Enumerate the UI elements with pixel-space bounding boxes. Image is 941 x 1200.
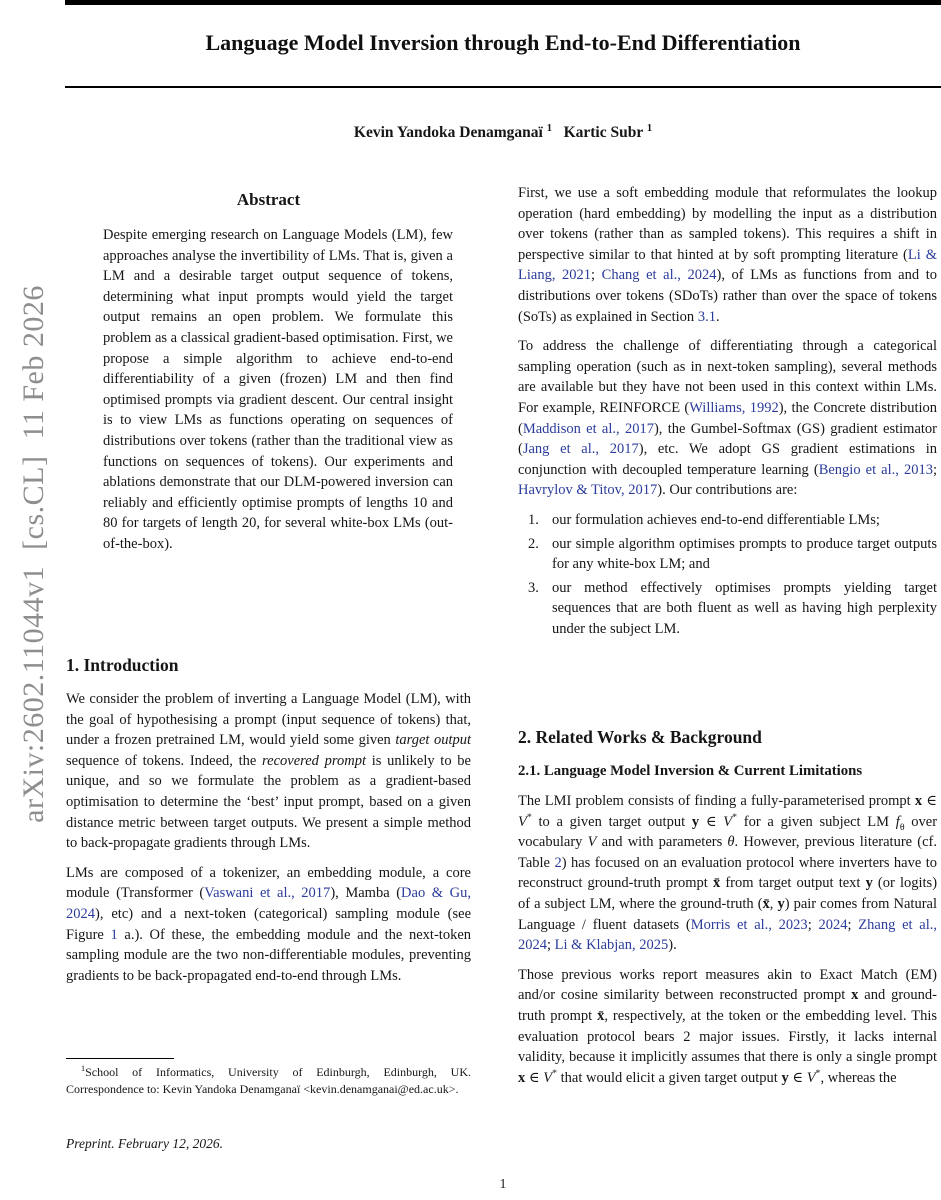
text-run: a.). Of these, the embedding module and the next-token sampling module are the two non-differentiable modules, preventing gradients to be back-propagated end-to-end through LMs. [66,926,471,984]
text-run: Those previous works report measures akin to Exact Match (EM) and/or cosine similarity between reconstructed prompt [518,966,937,1004]
text-run: and with parameters [596,834,728,851]
text-run: θ [727,834,735,851]
text-run: LMs are composed of a tokenizer, an embedding module, a core module (Transformer ( [66,864,471,902]
introduction-section [66,655,471,995]
text-run: V [723,813,733,830]
text-run: Kartic Subr [563,124,647,141]
text-run: recovered prompt [262,752,366,769]
text-run: To address the challenge of differentiating through a categorical sampling operation (such as in next-token sampling), several methods are available but they have not been used in this context within LMs. For example, REINFORCE ( [518,338,937,416]
text-run: and ground-truth prompt [518,987,937,1024]
text-run: , whereas the [820,1069,897,1086]
text-run [552,124,564,141]
right-column-top [518,183,937,642]
text-run: y [865,875,873,892]
citation-link[interactable]: 2 [554,854,562,871]
footnote-rule [66,1058,174,1059]
contributions-list [518,510,937,640]
abstract-paragraph: Despite emerging research on Language Models (LM), few approaches analyse the invertibility of LMs. That is, given a LM and a desirable target output sequence of tokens, determining what input prompts would yield the target output remains an open problem. We formulate this problem as a classical gradient-based optimisation. First, we propose a simple algorithm to achieve end-to-end differentiability of a given (frozen) LM and then find optimised prompts via gradient descent. Our central insight is to view LMs as functions operating on sequences of distributions over tokens (rather than the traditional view as functions on sequences of tokens). Our experiments and ablations demonstrate that our DLM-powered inversion can reliably and efficiently optimise prompts of lengths 10 and 80 for targets of length 20, for several white-box LMs (out-of-the-box). [103,227,453,552]
title-divider-rule [65,86,941,88]
text-run: 1 [646,122,653,134]
right-paragraph-2 [518,336,937,501]
text-run: ). Our contributions are: [657,482,798,499]
citation-link[interactable]: 3.1 [697,308,716,325]
citation-link[interactable]: Bengio et al., 2013 [818,461,933,478]
page-number: 1 [499,1176,507,1191]
arxiv-stamp: arXiv:2602.11044v1 [cs.CL] 11 Feb 2026 [17,285,50,823]
text-run: ; [591,267,602,284]
text-run: θ [899,821,905,833]
text-run: over vocabulary [518,813,938,851]
text-run: ; [547,937,555,954]
text-run: * [815,1067,821,1079]
preprint-note: Preprint. February 12, 2026. [66,1136,223,1151]
text-run: sequence of tokens. Indeed, the [66,752,263,769]
text-run: Kevin Yandoka Denamganaï [353,124,547,141]
authors-line [65,124,941,142]
right-paragraph-1 [518,183,937,327]
text-run: V [543,1069,553,1086]
text-run: , [769,895,778,912]
right-paragraph-4 [518,965,937,1089]
abstract-body [103,225,453,555]
intro-paragraph-2 [66,863,471,987]
text-run: School of Informatics, University of Edinburgh, Edinburgh, UK. Correspondence to: Kevin Yandoka Denamganaï <kevin.denamganai@ed.ac.uk>. [66,1065,471,1096]
text-run: , respectively, at the token or the embedding level. This evaluation protocol bears 2 major issues. Firstly, it lacks internal validity, because it implicitly assumes that there is only a single prompt [518,1007,937,1066]
text-run: * [526,811,532,823]
text-run: ), etc. We adopt GS gradient estimations in conjunction with decoupled temperature learning ( [518,441,938,478]
text-run: . However, previous literature (cf. Table [518,834,937,871]
text-run: our simple algorithm optimises prompts to produce target outputs for any white-box LM; and [552,535,937,573]
citation-link[interactable]: Maddison et al., 2017 [522,420,654,437]
subsection-heading-lmi: 2.1. Language Model Inversion & Current Limitations [518,763,863,779]
list-item [518,510,937,531]
section-heading-related-works: 2. Related Works & Background [518,727,762,747]
text-run: ∈ [788,1069,807,1086]
related-works-section [518,727,937,1097]
text-run: y [777,895,785,912]
list-item-text [552,534,937,575]
citation-link[interactable]: Vaswani et al., 2017 [204,885,331,902]
text-run: ∈ [525,1069,544,1086]
citation-link[interactable]: Li & Klabjan, 2025 [554,937,669,954]
list-item-text [552,578,937,640]
citation-link[interactable]: 1 [110,926,118,943]
citation-link[interactable]: Dao & Gu, 2024 [66,885,471,922]
citation-link[interactable]: Williams, 1992 [689,399,779,416]
text-run: V [587,834,597,851]
right-paragraph-3 [518,791,937,956]
text-run: V [806,1069,816,1086]
text-run: x [518,1069,526,1086]
text-run: for a given subject LM [737,813,896,830]
text-run: (or logits) of a subject LM, where the ground-truth ( [518,875,938,912]
text-run: ), Mamba ( [330,885,402,902]
citation-link[interactable]: Zhang et al., 2024 [518,916,938,954]
citation-link[interactable]: 2024 [818,916,848,933]
list-item-text [552,510,937,531]
text-run: ). [668,937,677,954]
paper-title: Language Model Inversion through End-to-End Differentiation [205,30,801,55]
text-run: ; [807,916,819,933]
citation-link[interactable]: Jang et al., 2017 [522,441,639,458]
list-item-number: 2. [528,535,539,552]
text-run: ), the Concrete distribution ( [518,399,938,437]
text-run: y [691,813,700,830]
text-run: target output [395,732,471,749]
citation-link[interactable]: Li & Liang, 2021 [518,246,938,284]
text-run: ; [847,916,859,933]
abstract-section [66,186,471,564]
text-run: x̄ [762,895,770,912]
citation-link[interactable]: Havrylov & Titov, 2017 [518,482,658,499]
text-run: 1 [546,122,552,134]
text-run: our method effectively optimises prompts yielding target sequences that are both fluent as well as having high perplexity under the subject LM. [552,579,937,637]
text-run: We consider the problem of inverting a Language Model (LM), with the goal of hypothesising a prompt (input sequence of tokens) that, under a frozen pretrained LM, would yield some given [66,691,471,749]
list-item [518,534,937,575]
list-item [518,578,937,640]
text-run: x̄ [712,875,721,892]
text-run: . [715,308,720,325]
list-item-number: 3. [528,579,539,596]
text-run: from target output text [720,875,866,892]
abstract-heading: Abstract [236,190,301,209]
text-run: that would elicit a given target output [557,1069,782,1086]
footnote [66,1058,471,1097]
text-run: ), of LMs as functions from and to distributions over tokens (SDoTs) rather than over the space of tokens (SoTs) as explained in Section [518,267,937,325]
footnote-text [66,1064,471,1097]
text-run: x [851,987,859,1004]
text-run: y [781,1069,789,1086]
citation-link[interactable]: Chang et al., 2024 [601,267,717,284]
text-run: ) has focused on an evaluation protocol where inverters have to reconstruct ground-truth prompt [518,854,937,892]
text-run: our formulation achieves end-to-end differentiable LMs; [552,511,880,528]
top-black-bar [65,0,941,5]
text-run: ∈ [699,813,724,830]
text-run: ), the Gumbel-Softmax (GS) gradient estimator ( [518,420,937,458]
list-item-number: 1. [528,511,539,528]
text-run: f [895,813,900,830]
text-run: * [552,1067,558,1079]
text-run: ∈ [922,793,937,809]
text-run: The LMI problem consists of finding a fully-parameterised prompt [518,793,915,809]
text-run: x [914,793,923,809]
text-run: First, we use a soft embedding module that reformulates the lookup operation (hard embedding) by modelling the input as a distribution over tokens (rather than as sampled tokens). This requires a shift in perspective similar to that hinted at by soft prompting literature ( [518,185,937,263]
text-run: * [732,811,738,823]
intro-paragraph-1 [66,689,471,854]
text-run: x̄ [597,1007,605,1024]
section-heading-introduction: 1. Introduction [66,655,179,675]
text-run: ; [932,461,937,478]
text-run: V [518,813,527,830]
text-run: is unlikely to be unique, and so we formulate the problem as a gradient-based optimisation to determine the ‘best’ input prompt, based on a given distance metric between target outputs. We present a simple method to back-propagate gradients through LMs. [66,752,471,852]
text-run: ), etc) and a next-token (categorical) sampling module (see Figure [66,905,471,943]
text-run: to a given target output [531,813,692,830]
text-run: ) pair comes from Natural Language / fluent datasets ( [518,895,937,933]
text-run: 1 [81,1064,86,1073]
citation-link[interactable]: Morris et al., 2023 [690,916,808,933]
